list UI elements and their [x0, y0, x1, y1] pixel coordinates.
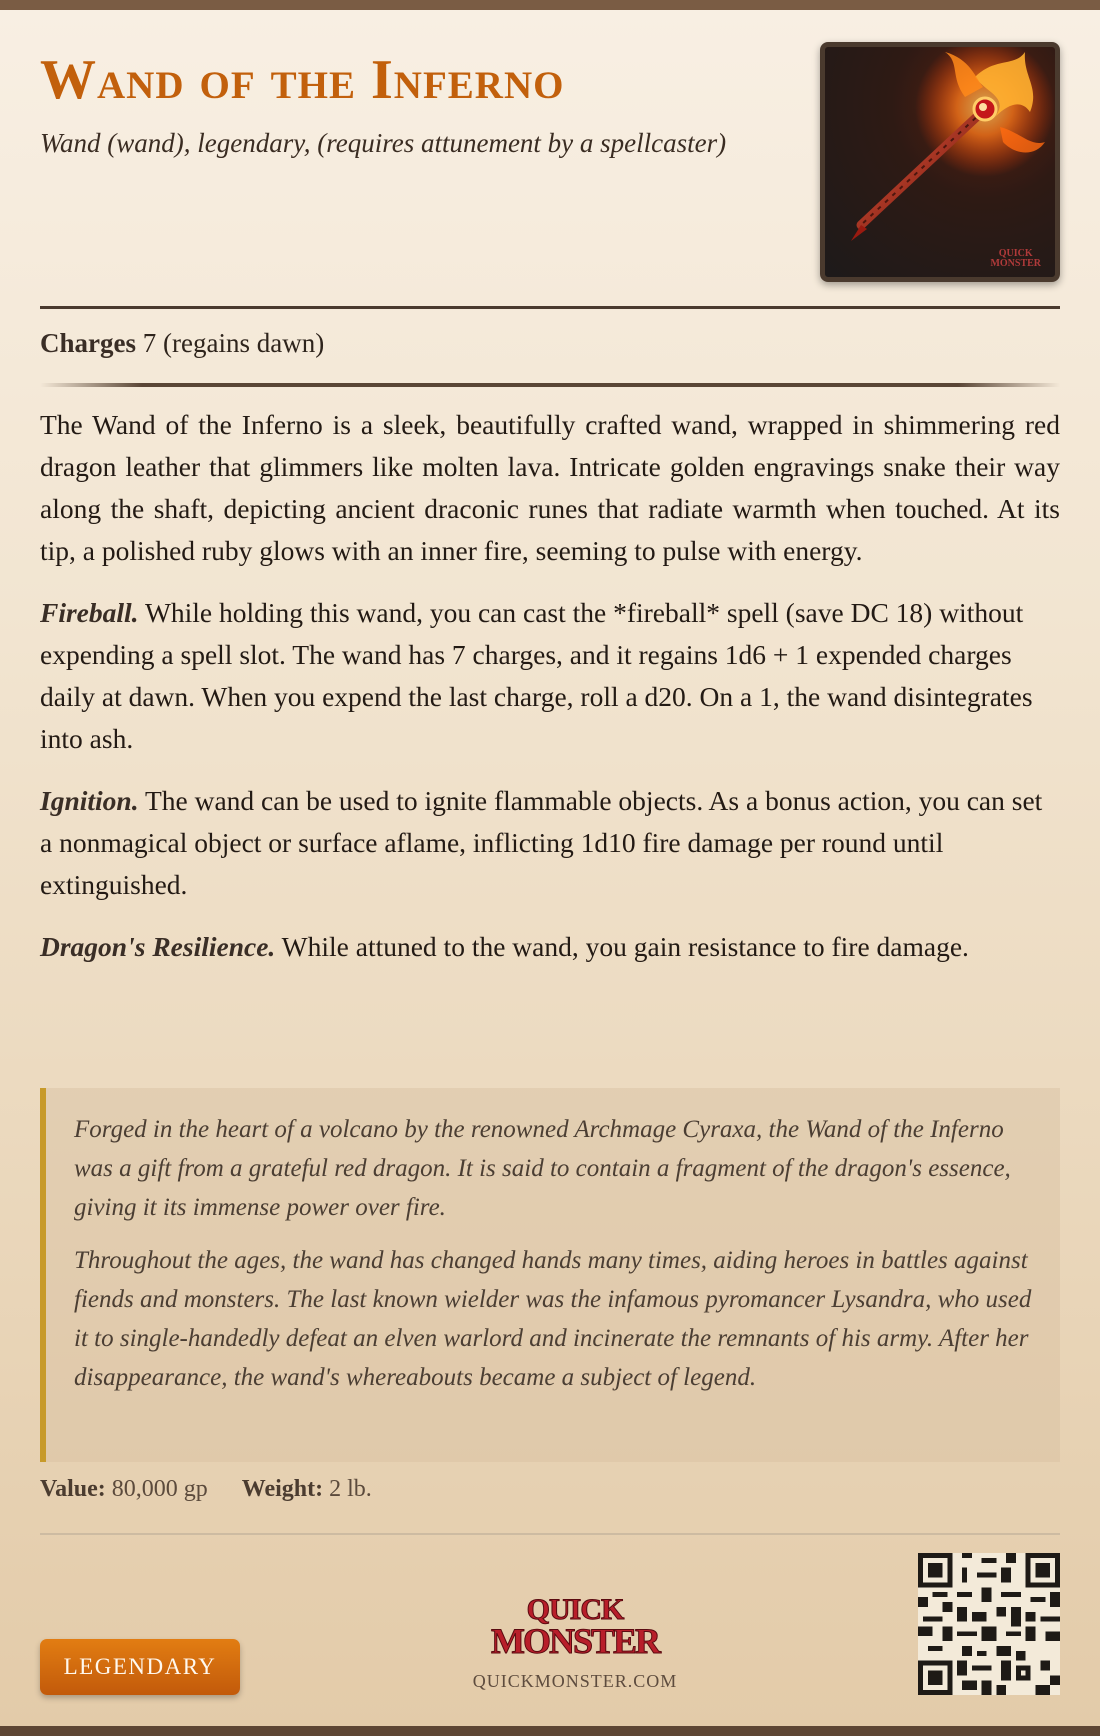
logo-text-top: QUICK: [526, 1593, 624, 1626]
charges-value: 7 (regains dawn): [142, 328, 325, 358]
item-description: The Wand of the Inferno is a sleek, beautifully crafted wand, wrapped in shimmering red dragon leather that glimmers like molten lava. Intricate golden engravings snake their way along the shaft, depicting ancient draconic runes that radiate warmth when touched. At its tip, a polished ruby glows with an inner fire, seeming to pulse with energy.: [40, 409, 1060, 566]
item-subtitle: Wand (wand), legendary, (requires attunement by a spellcaster): [40, 127, 727, 158]
item-stats: [40, 1476, 372, 1503]
watermark-logo: QUICK MONSTER: [990, 248, 1041, 269]
weight-label: Weight:: [241, 1476, 324, 1502]
lore-paragraph: Throughout the ages, the wand has changed hands many times, aiding heroes in battles against fiends and monsters. The last known wielder was the infamous pyromancer Lysandra, who used it to single-handedly defeat an elven warlord and incinerate the remnants of his army. After her disappearance, the wand's whereabouts became a subject of legend.: [74, 1247, 1032, 1391]
brand-logo[interactable]: [460, 1595, 690, 1692]
wand-illustration: [825, 47, 1055, 277]
feature-name: Dragon's Resilience.: [40, 931, 276, 962]
feature-dragons-resilience: [40, 926, 1060, 968]
header-divider: [40, 306, 1060, 309]
lore-quote: [40, 1088, 1060, 1462]
item-body: [40, 404, 1060, 988]
value-amount: 80,000 gp: [111, 1476, 208, 1502]
charges-line: [40, 328, 324, 359]
rarity-badge: LEGENDARY: [40, 1639, 240, 1695]
feature-text: The wand can be used to ignite flammable objects. As a bonus action, you can set a nonmagical object or surface aflame, inflicting 1d10 fire damage per round until extinguished.: [40, 785, 1043, 900]
lore-paragraph: Forged in the heart of a volcano by the renowned Archmage Cyraxa, the Wand of the Inferno was a gift from a grateful red dragon. It is said to contain a fragment of the dragon's essence, giving it its immense power over fire.: [74, 1116, 1011, 1221]
item-portrait: [820, 42, 1060, 282]
logo-text-bottom: MONSTER: [490, 1621, 660, 1661]
value-label: Value:: [40, 1476, 106, 1502]
feature-name: Ignition.: [40, 785, 139, 816]
feature-name: Fireball.: [40, 597, 139, 628]
item-title: Wand of the Inferno: [40, 49, 565, 111]
section-divider: [40, 383, 1060, 387]
qr-code: [918, 1553, 1060, 1695]
feature-ignition: [40, 780, 1060, 906]
item-header: [40, 40, 800, 159]
weight-amount: 2 lb.: [329, 1476, 372, 1502]
feature-text: While attuned to the wand, you gain resistance to fire damage.: [281, 931, 969, 962]
charges-label: Charges: [40, 328, 136, 358]
feature-fireball: [40, 592, 1060, 760]
footer-divider: [40, 1533, 1060, 1535]
site-link[interactable]: QUICKMONSTER.COM: [472, 1671, 678, 1691]
feature-text: While holding this wand, you can cast the *fireball* spell (save DC 18) without expending a spell slot. The wand has 7 charges, and it regains 1d6 + 1 expended charges daily at dawn. When you expend the last charge, roll a d20. On a 1, the wand disintegrates into ash.: [40, 597, 1033, 754]
